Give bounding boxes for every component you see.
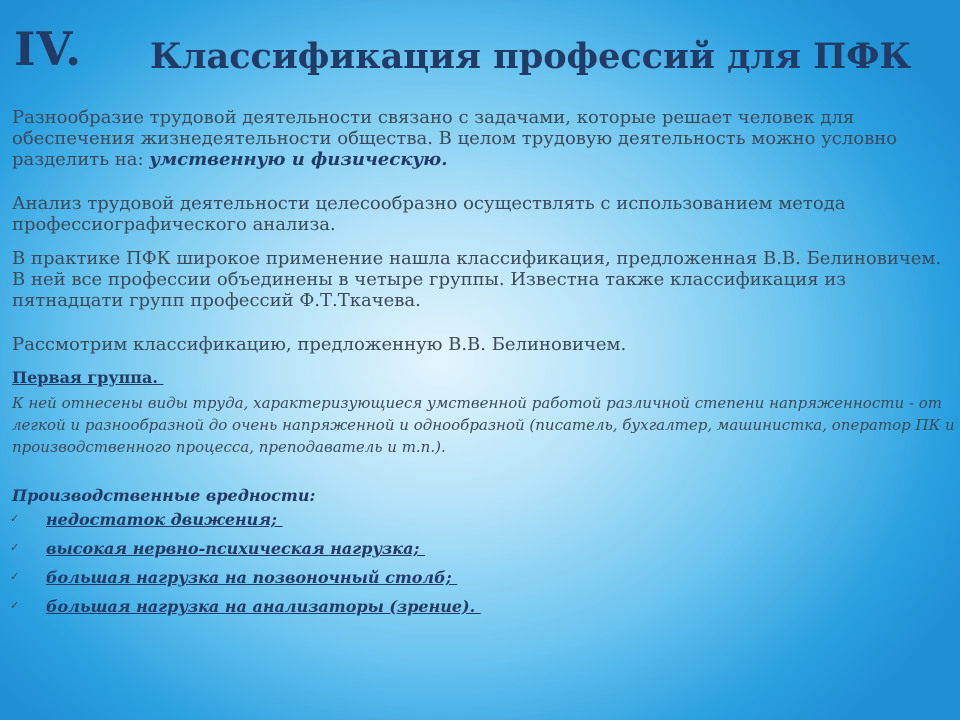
- checkmark-icon: ✓: [10, 512, 20, 525]
- hazard-item: большая нагрузка на анализаторы (зрение).: [46, 597, 481, 616]
- list-item: [0, 568, 900, 597]
- section-number: IV.: [14, 22, 83, 76]
- analysis-paragraph: Анализ трудовой деятельности целесообразно осуществлять с использованием метода профессиографического анализа.: [12, 193, 846, 235]
- hazards-list: [0, 510, 900, 626]
- checkmark-icon: ✓: [10, 599, 20, 612]
- classification-paragraph: В практике ПФК широкое применение нашла классификация, предложенная В.В. Белиновичем. В ней все профессии объединены в четыре группы. Известна также классификация из пятнадцати групп профессий Ф.Т.Ткачева.: [12, 248, 942, 311]
- group-description: К ней отнесены виды труда, характеризующиеся умственной работой различной степени напряженности - от легкой и разнообразной до очень напряженной и однообразной (писатель, бухгалтер, машинистка, оператор ПК и производственного процесса, преподаватель и т.п.).: [12, 394, 955, 456]
- hazards-heading: Производственные вредности:: [12, 486, 316, 505]
- list-item: [0, 597, 900, 626]
- hazard-item: большая нагрузка на позвоночный столб;: [46, 568, 458, 587]
- consider-paragraph: Рассмотрим классификацию, предложенную В.В. Белиновичем.: [12, 334, 627, 355]
- list-item: [0, 539, 900, 568]
- checkmark-icon: ✓: [10, 570, 20, 583]
- checkmark-icon: ✓: [10, 541, 20, 554]
- list-item: [0, 510, 900, 539]
- group-heading: Первая группа.: [12, 368, 164, 387]
- hazard-item: недостаток движения;: [46, 510, 283, 529]
- intro-text: Разнообразие трудовой деятельности связано с задачами, которые решает человек для обеспечения жизнедеятельности общества. В целом трудовую деятельность можно условно разделить на:: [12, 107, 898, 170]
- intro-emphasis: умственную и физическую.: [149, 149, 448, 170]
- slide-title: [14, 10, 954, 80]
- slide-title-text: Классификация профессий для ПФК: [150, 36, 912, 77]
- intro-paragraph: [12, 107, 957, 170]
- hazard-item: высокая нервно-психическая нагрузка;: [46, 539, 425, 558]
